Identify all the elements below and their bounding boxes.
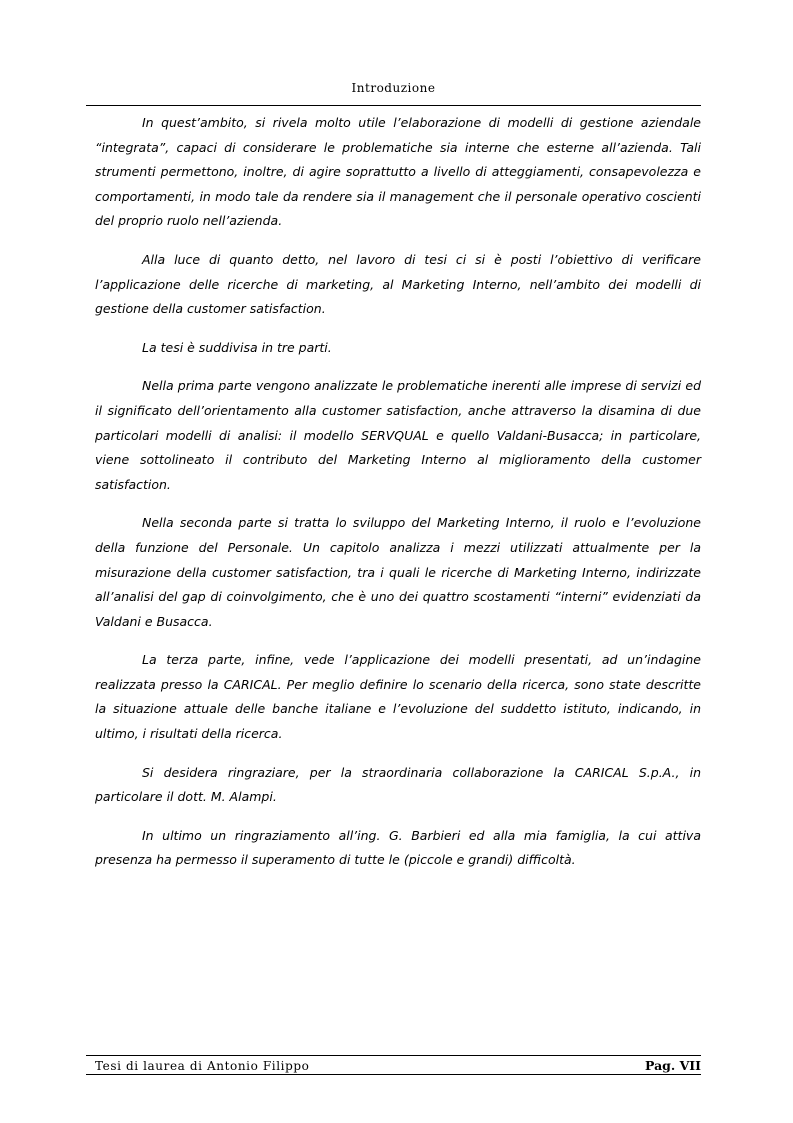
paragraph: Si desidera ringraziare, per la straordinaria collaborazione la CARICAL S.p.A., in particolare il dott. M. Alampi. <box>95 764 701 805</box>
footer-rule-top <box>86 1055 701 1056</box>
page-header-title: Introduzione <box>351 81 436 95</box>
paragraph: In ultimo un ringraziamento all’ing. G. Barbieri ed alla mia famiglia, la cui attiva presenza ha permesso il superamento di tutte le (piccole e grandi) difficoltà. <box>95 827 701 868</box>
body-text <box>95 111 701 887</box>
paragraph: Nella seconda parte si tratta lo sviluppo del Marketing Interno, il ruolo e l’evoluzione della funzione del Personale. Un capitolo analizza i mezzi utilizzati attualmente per la misurazione della customer satisfaction, tra i quali le ricerche di Marketing Interno, indirizzate all’analisi del gap di coinvolgimento, che è uno dei quattro scostamenti “interni” evidenziati da Valdani e Busacca. <box>95 515 701 629</box>
footer-author: Tesi di laurea di Antonio Filippo <box>95 1059 310 1073</box>
paragraph: La terza parte, infine, vede l’applicazione dei modelli presentati, ad un’indagine realizzata presso la CARICAL. Per meglio definire lo scenario della ricerca, sono state descritte la situazione attuale delle banche italiane e l’evoluzione del suddetto istituto, indicando, in ultimo, i risultati della ricerca. <box>95 652 701 742</box>
footer-rule-bottom <box>86 1074 701 1075</box>
page-number: Pag. VII <box>645 1058 701 1073</box>
paragraph: La tesi è suddivisa in tre parti. <box>142 339 332 355</box>
header-rule <box>86 105 701 106</box>
paragraph: Alla luce di quanto detto, nel lavoro di tesi ci si è posti l’obiettivo di verificare l’applicazione delle ricerche di marketing, al Marketing Interno, nell’ambito dei modelli di gestione della customer satisfaction. <box>95 251 701 317</box>
paragraph: Nella prima parte vengono analizzate le problematiche inerenti alle imprese di servizi ed il significato dell’orientamento alla customer satisfaction, anche attraverso la disamina di due particolari modelli di analisi: il modello SERVQUAL e quello Valdani-Busacca; in particolare, viene sottolineato il contributo del Marketing Interno al miglioramento della customer satisfaction. <box>95 378 701 492</box>
paragraph: In quest’ambito, si rivela molto utile l’elaborazione di modelli di gestione aziendale “integrata”, capaci di considerare le problematiche sia interne che esterne all’azienda. Tali strumenti permettono, inoltre, di agire soprattutto a livello di atteggiamenti, consapevolezza e comportamenti, in modo tale da rendere sia il management che il personale operativo coscienti del proprio ruolo nell’azienda. <box>95 115 701 229</box>
